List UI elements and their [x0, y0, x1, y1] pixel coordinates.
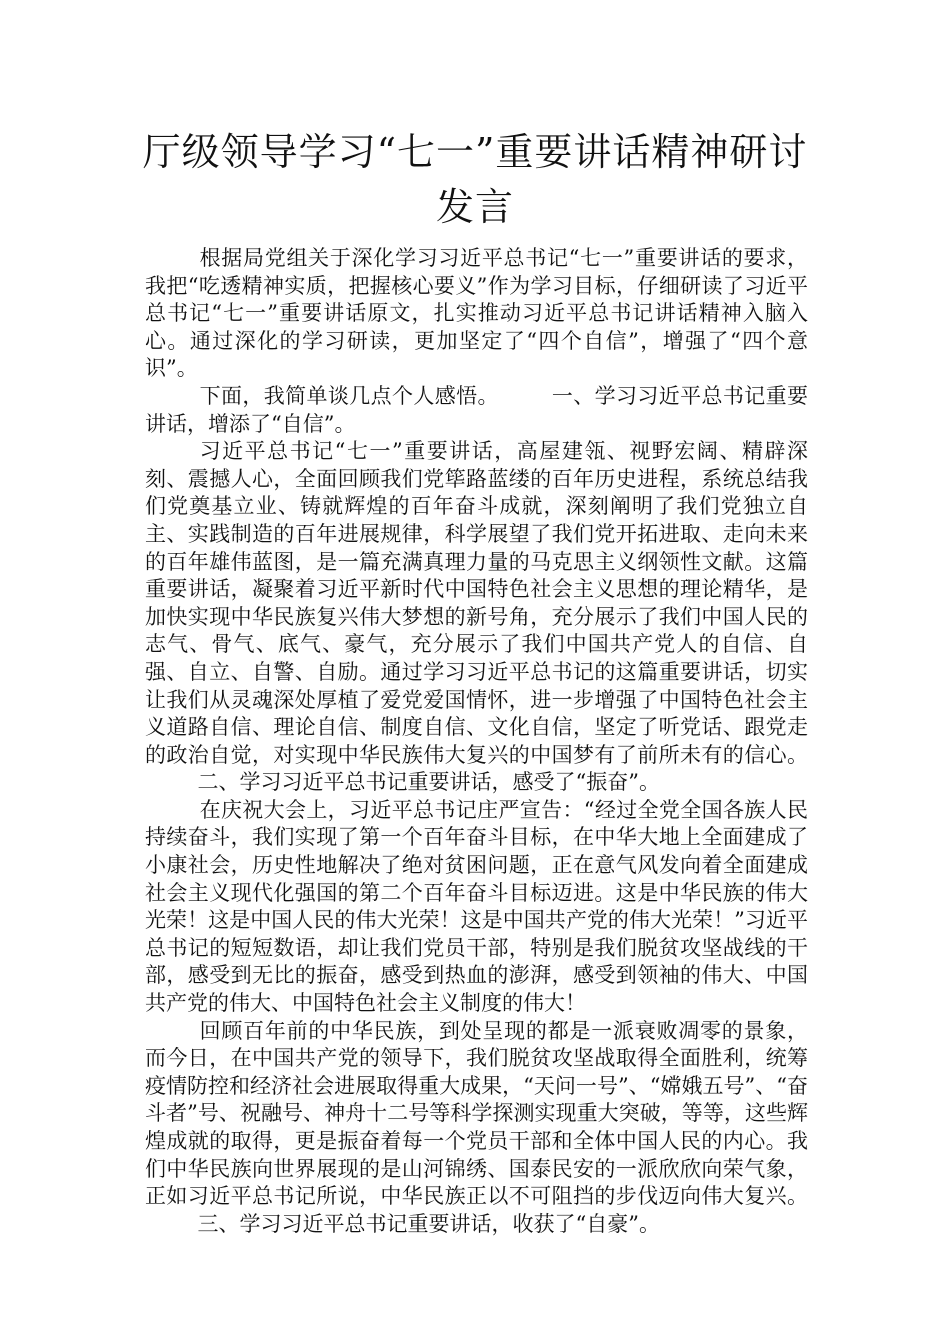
document-body [145, 245, 808, 1238]
paragraph-intro [145, 245, 808, 383]
section-heading-3: 三、学习习近平总书记重要讲话，收获了“自豪”。 [197, 1211, 660, 1236]
section-heading-1: 一、学习习近平总书记重要讲话，增添了“自信”。 [145, 383, 809, 436]
paragraph-section-1-text: 习近平总书记“七一”重要讲话，高屋建瓴、视野宏阔、精辟深刻、震撼人心，全面回顾我们党筚路蓝缕的百年历史进程，系统总结我们党奠基立业、铸就辉煌的百年奋斗成就，深刻阐明了我们党独立自主、实践制造的百年进展规律，科学展望了我们党开拓进取、走向未来的百年雄伟蓝图，是一篇充满真理力量的马克思主义纲领性文献。这篇重要讲话，凝聚着习近平新时代中国特色社会主义思想的理论精华，是加快实现中华民族复兴伟大梦想的新号角，充分展示了我们中国人民的志气、骨气、底气、豪气，充分展示了我们中国共产党人的自信、自强、自立、自警、自励。通过学习习近平总书记的这篇重要讲话，切实让我们从灵魂深处厚植了爱党爱国情怀，进一步增强了中国特色社会主义道路自信、理论自信、制度自信、文化自信，坚定了听党话、跟党走的政治自觉，对实现中华民族伟大复兴的中国梦有了前所未有的信心。 [145, 439, 808, 767]
paragraph-section-2b-text: 回顾百年前的中华民族，到处呈现的都是一派衰败凋零的景象，而今日，在中国共产党的领导下，我们脱贫攻坚战取得全面胜利，统筹疫情防控和经济社会进展取得重大成果，“天问一号”、“嫦娥五号”、“奋斗者”号、祝融号、神舟十二号等科学探测实现重大突破，等等，这些辉煌成就的取得，更是振奋着每一个党员干部和全体中国人民的内心。我们中华民族向世界展现的是山河锦绣、国泰民安的一派欣欣向荣气象，正如习近平总书记所说，中华民族正以不可阻挡的步伐迈向伟大复兴。 [145, 1018, 808, 1209]
paragraph-section-2a [145, 797, 808, 1018]
section-heading-2: 二、学习习近平总书记重要讲话，感受了“振奋”。 [197, 770, 660, 795]
paragraph-section-2a-text: 在庆祝大会上，习近平总书记庄严宣告：“经过全党全国各族人民持续奋斗，我们实现了第一个百年奋斗目标，在中华大地上全面建成了小康社会，历史性地解决了绝对贫困问题，正在意气风发向着全面建成社会主义现代化强国的第二个百年奋斗目标迈进。这是中华民族的伟大光荣！这是中国人民的伟大光荣！这是中国共产党的伟大光荣！”习近平总书记的短短数语，却让我们党员干部，特别是我们脱贫攻坚战线的干部，感受到无比的振奋，感受到热血的澎湃，感受到领袖的伟大、中国共产党的伟大、中国特色社会主义制度的伟大！ [145, 797, 808, 1016]
paragraph-section-1 [145, 438, 808, 797]
document-title: 厅级领导学习“七一”重要讲话精神研讨发言 [142, 130, 808, 229]
paragraph-section-2b [145, 1018, 808, 1239]
paragraph-transition [145, 383, 808, 438]
paragraph-intro-text: 根据局党组关于深化学习习近平总书记“七一”重要讲话的要求，我把“吃透精神实质，把握核心要义”作为学习目标，仔细研读了习近平总书记“七一”重要讲话原文，扎实推动习近平总书记讲话精神入脑入心。通过深化的学习研读，更加坚定了“四个自信”，增强了“四个意识”。 [145, 246, 808, 381]
paragraph-transition-text: 下面，我简单谈几点个人感悟。 [199, 383, 499, 408]
